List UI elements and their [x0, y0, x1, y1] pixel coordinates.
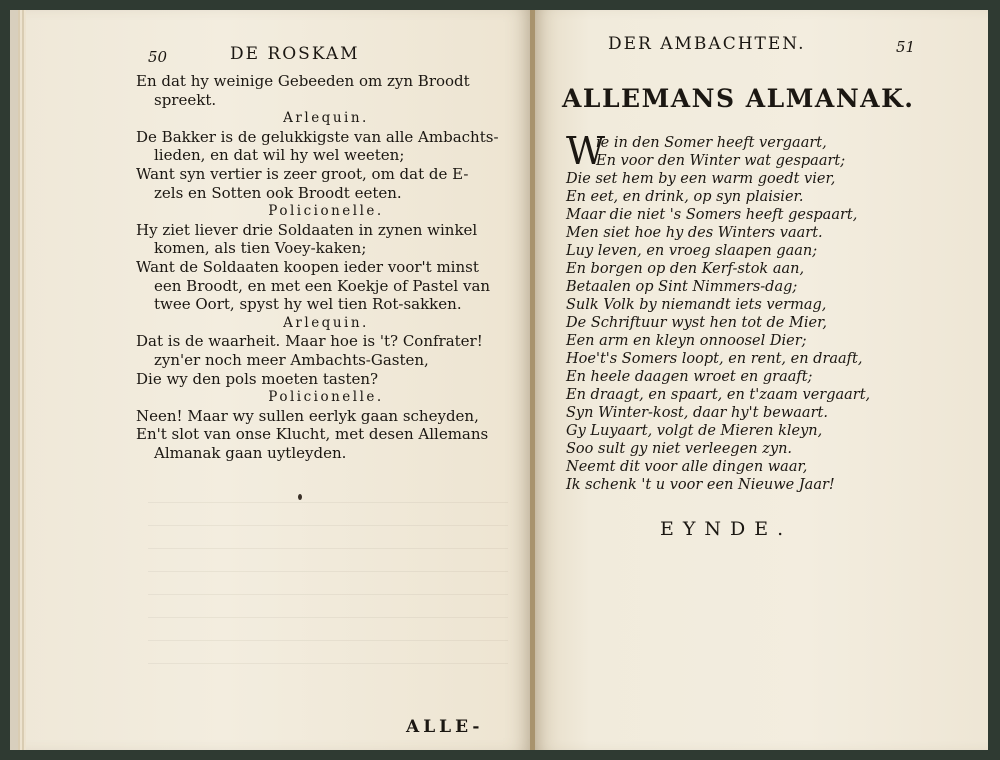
- text-line: Want syn vertier is zeer groot, om dat de E-: [136, 164, 469, 183]
- poem: [566, 129, 926, 494]
- text-line: Almanak gaan uytleyden.: [154, 443, 347, 462]
- poem-line: Hoe't's Somers loopt, en rent, en draaft,: [566, 351, 863, 367]
- left-page-number: 50: [148, 48, 168, 66]
- right-page-number: 51: [896, 38, 916, 56]
- poem-line: Neemt dit voor alle dingen waar,: [566, 459, 808, 475]
- page-title: ALLEMANS ALMANAK.: [562, 84, 915, 113]
- poem-line: En borgen op den Kerf-stok aan,: [566, 261, 805, 277]
- end-mark: EYNDE.: [660, 518, 793, 540]
- poem-line: En heele daagen wroet en graaft;: [566, 369, 813, 385]
- text-line: Die wy den pols moeten tasten?: [136, 369, 379, 388]
- right-running-head: DER AMBACHTEN.: [608, 34, 806, 54]
- text-line: spreekt.: [154, 90, 217, 109]
- text-line: Dat is de waarheit. Maar hoe is 't? Confrater!: [136, 332, 483, 351]
- text-line: Hy ziet liever drie Soldaaten in zynen winkel: [136, 220, 478, 239]
- text-line: En dat hy weinige Gebeeden om zyn Broodt: [136, 72, 470, 90]
- poem-line: Betaalen op Sint Nimmers-dag;: [566, 279, 798, 295]
- poem-line: Ik schenk 't u voor een Nieuwe Jaar!: [566, 477, 835, 493]
- text-line: Neen! Maar wy sullen eerlyk gaan scheyden,: [136, 406, 479, 425]
- page-edges: [18, 10, 26, 750]
- poem-line: En draagt, en spaart, en t'zaam vergaart,: [566, 387, 871, 403]
- left-running-head: DE ROSKAM: [230, 44, 360, 64]
- catchword: ALLE-: [406, 717, 484, 737]
- poem-line: Syn Winter-kost, daar hy't bewaart.: [566, 405, 828, 421]
- text-line: zyn'er noch meer Ambachts-Gasten,: [154, 350, 429, 369]
- poem-line: Een arm en kleyn onnoosel Dier;: [566, 333, 807, 349]
- text-line: zels en Sotten ook Broodt eeten.: [154, 183, 402, 202]
- poem-line: ie in den Somer heeft vergaart,: [596, 135, 827, 151]
- text-line: Want de Soldaaten koopen ieder voor't minst: [136, 257, 479, 276]
- poem-line: Gy Luyaart, volgt de Mieren kleyn,: [566, 423, 823, 439]
- left-page-text: [136, 72, 516, 462]
- poem-line: Die set hem by een warm goedt vier,: [566, 171, 836, 187]
- speaker-name: Policionelle.: [268, 389, 384, 406]
- text-line: komen, als tien Voey-kaken;: [154, 239, 367, 258]
- left-page: [18, 10, 533, 750]
- poem-line: En eet, en drink, op syn plaisier.: [566, 189, 804, 205]
- speaker-name: Policionelle.: [268, 203, 384, 220]
- text-line: twee Oort, spyst hy wel tien Rot-sakken.: [154, 295, 462, 314]
- speaker-name: Arlequin.: [283, 314, 369, 331]
- poem-line: Maar die niet 's Somers heeft gespaart,: [566, 207, 858, 223]
- text-line: lieden, en dat wil hy wel weeten;: [154, 146, 405, 165]
- text-line: een Broodt, en met een Koekje of Pastel van: [154, 276, 491, 295]
- poem-line: Sulk Volk by niemandt iets vermag,: [566, 297, 827, 313]
- poem-line: Soo sult gy niet verleegen zyn.: [566, 441, 793, 457]
- speaker-name: Arlequin.: [283, 110, 369, 127]
- poem-line: En voor den Winter wat gespaart;: [596, 153, 846, 169]
- show-through-text: [148, 480, 508, 664]
- poem-line: Men siet hoe hy des Winters vaart.: [566, 225, 823, 241]
- poem-line: De Schriftuur wyst hen tot de Mier,: [566, 315, 828, 331]
- poem-line: Luy leven, en vroeg slaapen gaan;: [566, 243, 818, 259]
- text-line: De Bakker is de gelukkigste van alle Ambachts-: [136, 127, 499, 146]
- drop-cap: W: [566, 129, 606, 173]
- text-line: En't slot van onse Klucht, met desen Allemans: [136, 425, 489, 444]
